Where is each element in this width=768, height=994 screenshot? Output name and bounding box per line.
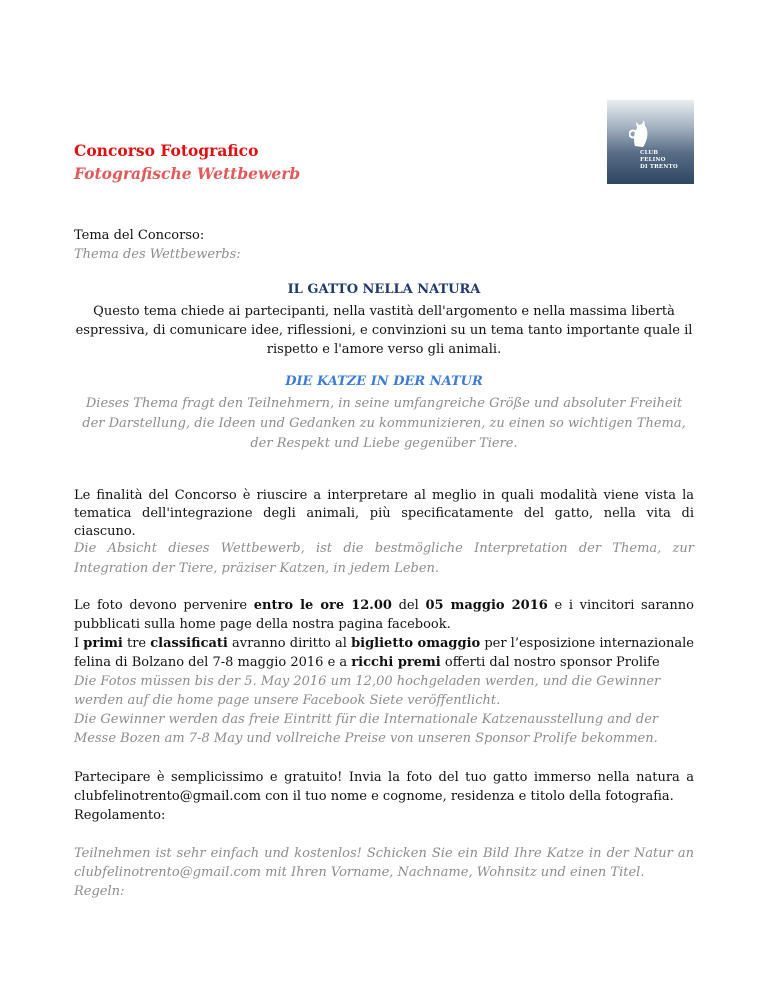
theme-heading-german: DIE KATZE IN DER NATUR: [285, 374, 483, 389]
prizes-german: Die Gewinner werden das freie Eintritt für die Internationale Katzenausstellung and der Messe Bozen am 7-8 May und vollreiche Preise von unseren Sponsor Prolife bekommen.: [74, 712, 659, 746]
theme-heading-italian: IL GATTO NELLA NATURA: [287, 282, 481, 297]
title-german: Fotografische Wettbewerb: [74, 164, 301, 183]
deadline-italian: Le foto devono pervenire entro le ore 12.00 del 05 maggio 2016 e i vincitori saranno pubblicati sulla home page della nostra pagina facebook.: [74, 598, 695, 632]
rules-label-italian: Regolamento:: [74, 808, 166, 823]
deadline-german: Die Fotos müssen bis der 5. May 2016 um 12,00 hochgeladen werden, und die Gewinner werden auf die home page unsere Facebook Siete veröffentlicht.: [74, 674, 661, 708]
logo-line-2: FELINO: [640, 157, 666, 163]
aim-german: Die Absicht dieses Wettbewerb, ist die bestmögliche Interpretation der Thema, zur Integration der Tiere, präziser Katzen, in jedem Leben.: [74, 541, 694, 576]
logo-line-1: CLUB: [640, 150, 659, 156]
theme-intro-italian: Tema del Concorso:: [74, 228, 205, 243]
aim-italian: Le finalità del Concorso è riuscire a interpretare al meglio in quali modalità viene vista la tematica dell'integrazione degli animali, più specificatamente del gatto, nella vita di ciascuno.: [74, 488, 694, 539]
logo-line-3: DI TRENTO: [640, 164, 678, 170]
title-italian: Concorso Fotografico: [74, 141, 259, 160]
theme-body-german: Dieses Thema fragt den Teilnehmern, in seine umfangreiche Größe und absoluter Freiheit der Darstellung, die Ideen und Gedanken zu kommunizieren, zu einen so wichtigen Thema, der Respekt und Liebe gegenüber Tiere.: [82, 396, 686, 451]
prizes-italian: I primi tre classificati avranno diritto al biglietto omaggio per l’esposizione internazionale felina di Bolzano del 7-8 maggio 2016 e a ricchi premi offerti dal nostro sponsor Prolife: [74, 636, 694, 670]
participation-italian: Partecipare è semplicissimo e gratuito! Invia la foto del tuo gatto immerso nella natura a clubfelinotrento@gmail.com con il tuo nome e cognome, residenza e titolo della fotografia.: [74, 770, 694, 804]
rules-label-german: Regeln:: [74, 884, 125, 899]
theme-intro-german: Thema des Wettbewerbs:: [74, 247, 241, 262]
cat-silhouette-icon: [629, 114, 651, 148]
club-logo: [607, 100, 694, 184]
participation-german: Teilnehmen ist sehr einfach und kostenlos! Schicken Sie ein Bild Ihre Katze in der Natur an clubfelinotrento@gmail.com mit Ihren Vorname, Nachname, Wohnsitz und einen Titel.: [74, 846, 694, 880]
theme-body-italian: Questo tema chiede ai partecipanti, nella vastità dell'argomento e nella massima libertà espressiva, di comunicare idee, riflessioni, e convinzioni su un tema tanto importante quale il rispetto e l'amore verso gli animali.: [75, 304, 693, 357]
